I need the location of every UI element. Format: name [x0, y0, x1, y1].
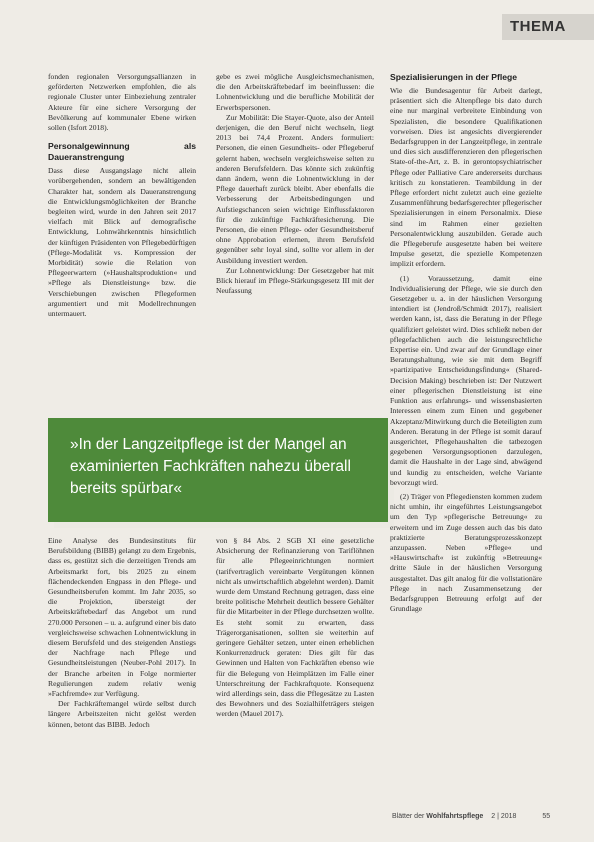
column-2-bottom	[216, 536, 374, 812]
paragraph: Eine Analyse des Bundesinstituts für Berufsbildung (BIBB) gelangt zu dem Ergebnis, dass es, gestützt sich die derzeitigen Trends am Arbeitsmarkt fort, bis 2025 zu einem flächendeckenden Engpass in den Pflege- und Gesundheitsberufen kommt. Im Jahr 2035, so die Projektion, übersteigt der Arbeitskräftebedarf das Angebot um rund 270.000 Personen – u. a. aufgrund einer bis dato vergleichsweise schwachen Lohnentwicklung in diesem Berufsfeld und des steigenden Anstiegs der Nachfrage nach Pflege und Gesundheitsleistungen (Neuber-Pohl 2017). In der Branche arbeiten in Folge normierter Regulierungen zudem relativ wenig »Fachfremde« zur Verfügung.	[48, 536, 196, 699]
section-heading: Spezialisierungen in der Pflege	[390, 72, 518, 82]
section-heading: Personalgewinnung als Daueranstrengung	[48, 141, 196, 163]
paragraph: (1) Voraussetzung, damit eine Individualisierung der Pflege, wie sie durch den Gesetzgeber u. a. in der häuslichen Versorgung intendiert ist (Jendroß/Schmidt 2017), realisiert werden kann, ist, dass die Beratung in der Pflege qualifiziert geleistet wird. Dies schließt neben der pflegefachlichen auch die leistungsrechtliche Expertise ein. Und zwar auf der Grundlage einer Beratungshaltung, wie sie mit dem Begriff »partizipative Entscheidungsfindung« (Shared-Decision Making) beschrieben ist: Der Nutzwert einer pflegerischen Dienstleistung ist eine Funktion aus erfahrungs- und wissensbasierten Interessen einem zum Einen und gegebener Akzeptanz/Mitwirkung durch die Beteiligten zum Anderen. Beratung in der Pflege ist somit darauf ausgerichtet, Pflegehaushalten die tatbezogen gegebenen Versorgungsoptionen darzulegen, damit die Haushalte in der Lage sind, abwägend und kundig zu entscheiden, welche Variante bevorzugt wird.	[390, 273, 542, 487]
column-2-top	[216, 72, 374, 350]
column-1-bottom	[48, 536, 196, 812]
section-tag	[502, 14, 594, 40]
paragraph: gebe es zwei mögliche Ausgleichsmechanismen, die den Arbeitskräftebedarf im beeinflussen: die Lohnentwicklung und die berufliche Mobilität der Erwerbspersonen.	[216, 72, 374, 112]
issue-number: 2 | 2018	[491, 813, 517, 820]
paragraph: Zur Lohnentwicklung: Der Gesetzgeber hat mit Blick hierauf im Pflege-Stärkungsgesetz III mit der Neufassung	[216, 265, 374, 296]
section-label: THEMA	[510, 18, 566, 35]
paragraph: (2) Träger von Pflegediensten kommen zudem nicht umhin, ihr eingeführtes Leistungsangebot um den Typ »pflegerische Betreuung« zu erweitern und im Zuge dessen auch das bis dato praktizierte Beratungsprozesskonzept anzupassen. Neben »Pflege« und »Hauswirtschaft« ist zukünftig »Betreuung« dritte Säule in der häuslichen Versorgung ausgestaltet. Das gilt analog für die vollstationäre Pflege in nach Zusammensetzung der Bedarfsgruppen Betreuung erfolgt auf der Grundlage	[390, 491, 542, 614]
paragraph: von § 84 Abs. 2 SGB XI eine gesetzliche Absicherung der Refinanzierung von Tariflöhnen für alle Pflegeeinrichtungen normiert (tarifvertraglich vereinbarte Vergütungen können nicht als unwirtschaftlich abgelehnt werden). Damit wurde dem Umstand Rechnung getragen, dass eine breite politische Mehrheit deutlich bessere Gehälter für die Mitarbeiter in der Pflege durchsetzen wollte. Es steht somit zu erwarten, dass Trägerorganisationen, sollten sie weiterhin auf geringere Gehälter setzen, unter einen erheblichen Konkurrenzdruck geraten: Dies gilt für das Gewinnen und Halten von Fachkräften ebenso wie für die Belegung von Heimplätzen im Falle einer Unterschreitung der Fachkraftquote. Konsequenz wird allerdings sein, dass die Pflegesätze zu Lasten des Bewohners und des Sozialhilfeträgers steigen werden (Mauel 2017).	[216, 536, 374, 719]
pull-quote-box	[48, 418, 388, 522]
journal-name-bold: Wohlfahrtspflege	[426, 813, 484, 820]
column-1-top	[48, 72, 196, 350]
paragraph: Wie die Bundesagentur für Arbeit darlegt, präsentiert sich die Altenpflege bis dato durch eine nur marginal verbreitete Einbindung von Spezialisten, die besondere Qualifikationen vorweisen. Dies ist angesichts divergierender Bedarfsgruppen in der Langzeitpflege, in zentrale und dies sich ausdifferenzieren den pflegerischen State-of-the-Art, z. B. in gerontopsychiatrischer Pflege oder Palliative Care andererseits durchaus kritisch zu konstatieren. Teambildung in der Pflege erfordert nicht zuletzt auch eine gezielte Zusammenführung bedarfsgerechter pflegerischer Spezialisierungen in einem Personalmix. Diese sind im Rahmen einer gezielten Personalentwicklung auszubilden. Gerade auch die Pflegeberufe ausgesetzte haben bei weitere Impulse gesetzt, die spezielle Kompetenzen implizit erfordern.	[390, 86, 542, 269]
column-3	[390, 72, 542, 812]
page-footer	[392, 813, 550, 820]
page-number: 55	[542, 813, 551, 820]
journal-name-prefix: Blätter der	[392, 813, 427, 820]
paragraph: Dass diese Ausgangslage nicht allein vorübergehenden, sondern an bewältigenden Charakter hat, sondern als Daueranstrengung die Entwicklungsmöglichkeiten der Branche begleiten wird, wurde in den Jahren seit 2017 vielfach mit Blick auf demografische Entwicklung, Lohnwährkenntnis hinsichtlich der künftigen Präsidenten von Pflegebedürftigen (Pflege-Modalität vs. Kompression der Morbidität) sowie die Relation von Pflegeerwartern (»Haushaltsproduktion« und »Pflege als Dienstleistung« bzw. die Verschiebungen zwischen Pflegeformen argumentiert und mit Modellrechnungen untermauert.	[48, 166, 196, 319]
paragraph: Der Fachkräftemangel würde selbst durch längere Arbeitszeiten nicht gelöst werden können, betont das BIBB. Jedoch	[48, 699, 196, 729]
paragraph: Zur Mobilität: Die Stayer-Quote, also der Anteil derjenigen, die den Beruf nicht wechseln, liegt 2013 bei 74,4 Prozent. Anders formuliert: Personen, die einen Gesundheits- oder Pflegeberuf gelernt haben, wechseln vergleichsweise selten zu anderen Berufsfeldern. Das könnte sich zukünftig dann ändern, wenn die Lohnentwicklung in der Pflege dauerhaft zurück bleibt. Aber ebenfalls die Verbesserung der Arbeitsbedingungen und Aufstiegschancen seien wichtige Einflussfaktoren für die zukünftige Fachkräftesicherung. Die Personen, die einen Pflege- oder Gesundheitsberuf ohne Approbation erlernen, ihrem Berufsfeld gegenüber sehr loyal sind, sollte vor allem in der Ausbildung investiert werden.	[216, 112, 374, 265]
pull-quote-text: »In der Langzeitpflege ist der Mangel an examinierten Fachkräften nahezu überall bereits spürbar«	[70, 436, 351, 497]
paragraph: fonden regionalen Versorgungsallianzen in geförderten Netzwerken empfohlen, die als regionale Cluster unter Einbeziehung zentraler Akteure für eine sichere Versorgung der Bevölkerung auf kommunaler Ebene wirken sollen (Isfort 2018).	[48, 72, 196, 133]
